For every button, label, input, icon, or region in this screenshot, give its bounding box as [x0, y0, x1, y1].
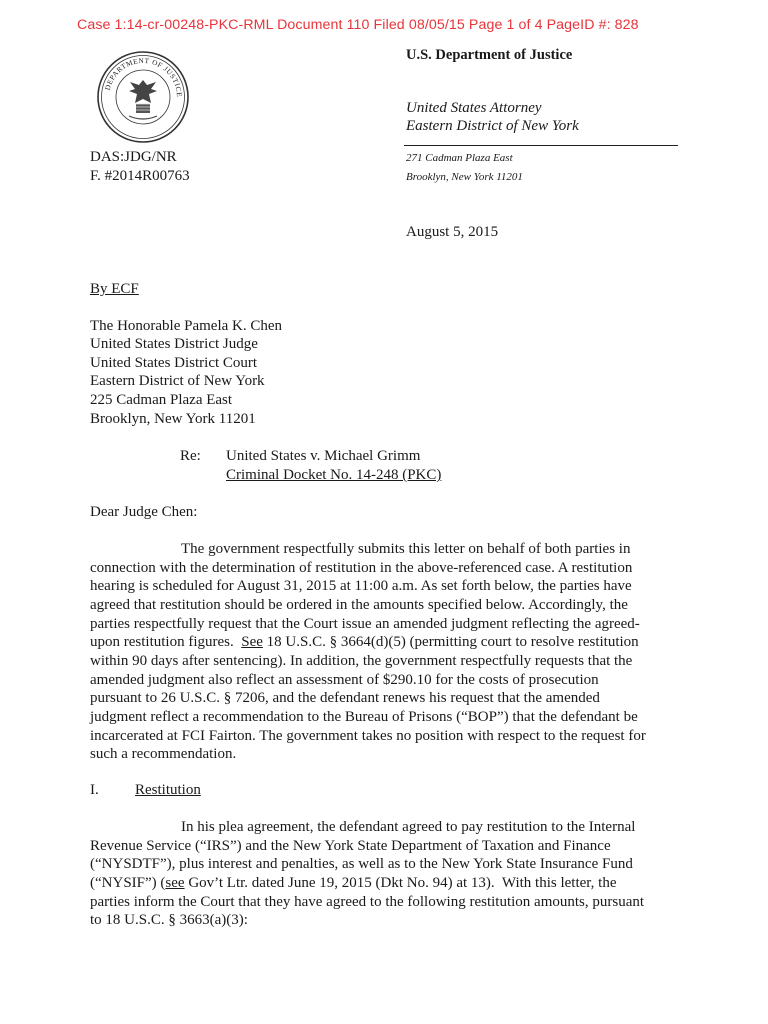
paragraph-line: agreed that restitution should be ordered in the amounts specified below. Accordingly, the — [90, 596, 628, 613]
office-line-2: Eastern District of New York — [406, 118, 579, 134]
section-title: Restitution — [135, 782, 201, 798]
doj-seal-logo — [96, 50, 190, 144]
paragraph-line: amended judgment also reflect an assessment of $290.10 for the costs of prosecution — [90, 671, 599, 688]
paragraph-line: judgment reflect a recommendation to the Bureau of Prisons (“BOP”) that the defendant be — [90, 708, 638, 725]
paragraph-line-with-citation — [90, 633, 686, 652]
paragraph-line: to 18 U.S.C. § 3663(a)(3): — [90, 912, 248, 929]
paragraph-line: (“NYSDTF”), plus interest and penalties, as well as to the New York State Insurance Fund — [90, 856, 633, 873]
paragraph-line-with-citation — [90, 874, 686, 893]
line-segment: upon restitution figures. — [90, 634, 242, 651]
re-label: Re: — [180, 448, 201, 464]
letterhead-rule — [404, 145, 678, 146]
address-line-2: Brooklyn, New York 11201 — [406, 171, 523, 183]
delivery-method: By ECF — [90, 281, 139, 297]
reference-initials: DAS:JDG/NR — [90, 149, 177, 165]
body-paragraph-1 — [90, 540, 686, 764]
addressee-line: Brooklyn, New York 11201 — [90, 411, 256, 427]
section-number: I. — [90, 782, 99, 798]
salutation: Dear Judge Chen: — [90, 504, 198, 520]
line-segment: (“NYSIF”) ( — [90, 874, 166, 891]
line-segment: 18 U.S.C. § 3664(d)(5) (permitting court to resolve restitution — [262, 634, 639, 651]
paragraph-line: parties inform the Court that they have agreed to the following restitution amounts, pursuant — [90, 893, 645, 910]
office-line-1: United States Attorney — [406, 100, 542, 116]
paragraph-line: The government respectfully submits this letter on behalf of both parties in — [181, 541, 631, 557]
paragraph-line: Revenue Service (“IRS”) and the New York State Department of Taxation and Finance — [90, 837, 611, 854]
citation-signal: See — [241, 634, 263, 651]
paragraph-line: within 90 days after sentencing). In addition, the government respectfully requests that the — [90, 652, 633, 669]
addressee-line: United States District Judge — [90, 336, 258, 352]
addressee-line: 225 Cadman Plaza East — [90, 392, 233, 408]
body-paragraph-2 — [90, 818, 686, 930]
docket-number: Criminal Docket No. 14-248 (PKC) — [226, 467, 442, 483]
address-line-1: 271 Cadman Plaza East — [406, 152, 513, 164]
paragraph-line: such a recommendation. — [90, 746, 237, 763]
case-caption: United States v. Michael Grimm — [226, 448, 421, 464]
paragraph-line: In his plea agreement, the defendant agreed to pay restitution to the Internal — [181, 819, 636, 835]
paragraph-line: connection with the determination of restitution in the above-referenced case. A restitution — [90, 559, 633, 576]
citation-signal: see — [165, 874, 185, 891]
addressee-line: Eastern District of New York — [90, 373, 265, 389]
file-number: F. #2014R00763 — [90, 168, 190, 184]
paragraph-line: parties respectfully request that the Court issue an amended judgment reflecting the agreed- — [90, 615, 640, 632]
svg-text:DEPARTMENT OF JUSTICE: DEPARTMENT OF JUSTICE — [103, 56, 184, 98]
line-segment: Gov’t Ltr. dated June 19, 2015 (Dkt No. 94) at 13). With this letter, the — [184, 874, 617, 891]
paragraph-line: hearing is scheduled for August 31, 2015 at 11:00 a.m. As set forth below, the parties have — [90, 578, 632, 595]
addressee-line: The Honorable Pamela K. Chen — [90, 318, 283, 334]
letter-date: August 5, 2015 — [406, 224, 499, 240]
filing-stamp: Case 1:14-cr-00248-PKC-RML Document 110 Filed 08/05/15 Page 1 of 4 PageID #: 828 — [77, 17, 639, 33]
paragraph-line: pursuant to 26 U.S.C. § 7206, and the defendant renews his request that the amended — [90, 690, 600, 707]
agency-name: U.S. Department of Justice — [406, 47, 573, 63]
paragraph-line: incarcerated at FCI Fairton. The government takes no position with respect to the request for — [90, 727, 646, 744]
addressee-line: United States District Court — [90, 355, 258, 371]
